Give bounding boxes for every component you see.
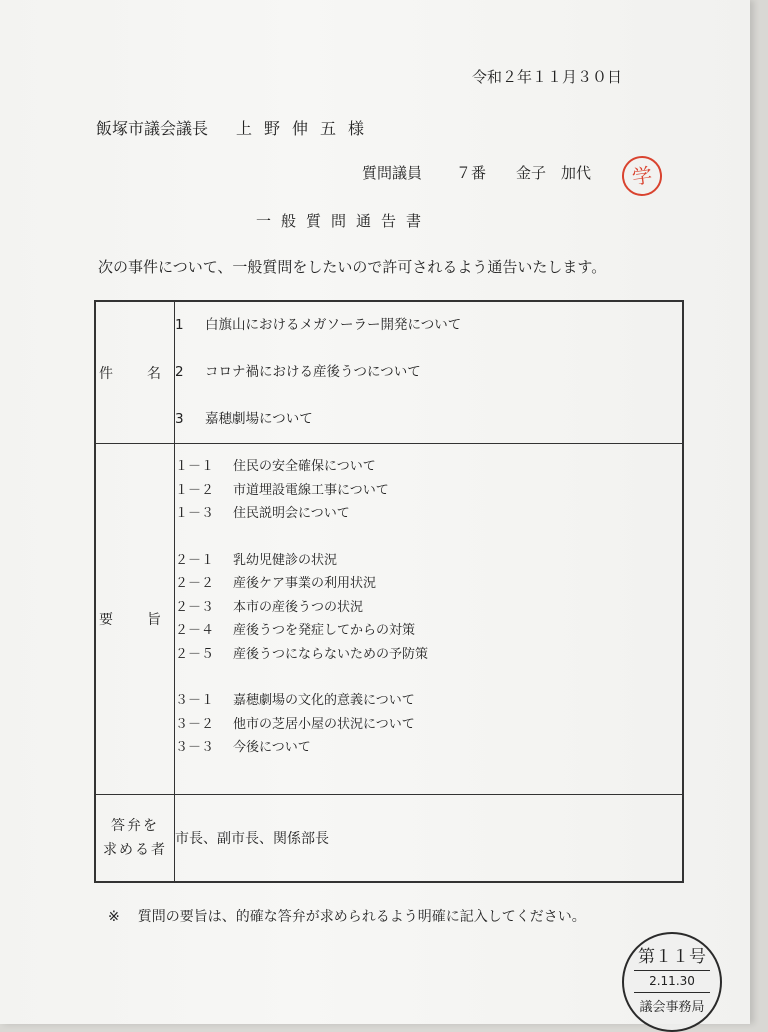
summary-group-2 [175, 549, 682, 667]
topics-cell [175, 301, 684, 444]
topic-item: 1 白旗山におけるメガソーラー開発について [175, 317, 462, 333]
topic-item: 3 嘉穂劇場について [175, 411, 313, 427]
summary-item: ２－３ 本市の産後うつの状況 [175, 599, 364, 615]
stamp-divider [634, 992, 710, 993]
summary-item: ３－３ 今後について [175, 740, 311, 756]
intro-text: 次の事件について、一般質問をしたいので許可されるよう通告いたします。 [98, 258, 607, 276]
seal-stamp: 学 [619, 153, 664, 198]
topics-row [95, 301, 683, 444]
stamp-number: 第１１号 [638, 947, 706, 967]
footer-note [108, 906, 586, 926]
document-date: 令和２年１１月３０日 [472, 68, 623, 86]
addressee-title: 飯塚市議会議長 [96, 119, 209, 138]
respondents-row [95, 795, 683, 883]
summary-item: １－１ 住民の安全確保について [175, 459, 376, 475]
summary-cell [175, 444, 684, 795]
stamp-office: 議会事務局 [639, 1000, 705, 1015]
topic-item: 2 コロナ禍における産後うつについて [175, 364, 421, 380]
questioner-role: 質問議員 [362, 164, 423, 182]
summary-item: ３－２ 他市の芝居小屋の状況について [175, 716, 415, 732]
summary-item: ２－４ 産後うつを発症してからの対策 [175, 623, 416, 639]
summary-group-1 [175, 455, 682, 526]
questioner-name: 金子 加代 [516, 164, 592, 182]
summary-item: ２－５ 産後うつにならないための予防策 [175, 646, 429, 662]
notice-table [94, 300, 684, 883]
stamp-date: 2.11.30 [649, 974, 695, 988]
summary-item: ２－２ 産後ケア事業の利用状況 [175, 576, 377, 592]
summary-label: 要 旨 [95, 444, 175, 795]
note-text: 質問の要旨は、的確な答弁が求められるよう明確に記入してください。 [137, 909, 586, 925]
summary-item: ３－１ 嘉穂劇場の文化的意義について [175, 693, 415, 709]
respondents-cell: 市長、副市長、関係部長 [175, 795, 684, 883]
questioner [362, 162, 591, 183]
receipt-stamp [622, 932, 722, 1032]
summary-row [95, 444, 683, 795]
note-mark: ※ [108, 909, 120, 925]
addressee [96, 116, 364, 139]
respondents-label: 答弁を 求める者 [95, 795, 175, 883]
summary-item: １－３ 住民説明会について [175, 506, 350, 522]
summary-group-3 [175, 689, 682, 760]
stamp-divider [634, 970, 710, 971]
topics-label: 件 名 [95, 301, 175, 444]
questioner-number: ７番 [456, 164, 487, 182]
summary-item: ２－１ 乳幼児健診の状況 [175, 552, 338, 568]
addressee-honorific: 様 [348, 119, 365, 138]
summary-item: １－２ 市道埋設電線工事について [175, 482, 389, 498]
document-title: 一般質問通告書 [256, 212, 432, 230]
addressee-name: 上野伸五 [236, 119, 349, 138]
